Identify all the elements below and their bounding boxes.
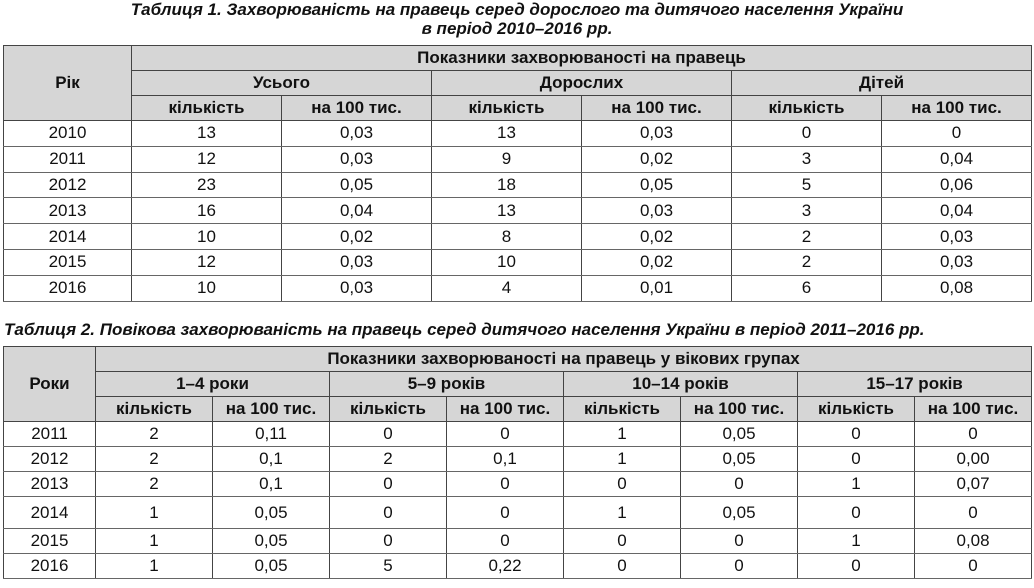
table-row [4,497,1032,529]
table-cell: 0,03 [882,249,1032,275]
table-row [4,422,1032,447]
table-cell: 0,1 [213,472,330,497]
table-cell: 0,03 [582,121,732,147]
row-year-cell: 2013 [4,198,132,224]
table-cell: 0,22 [447,554,564,579]
table-cell: 0,05 [582,172,732,198]
table-cell: 0,00 [915,447,1032,472]
table-cell: 1 [564,422,681,447]
table2-group-15-17: 15–17 років [798,372,1032,397]
table-cell: 0,02 [582,249,732,275]
table-cell: 0 [564,472,681,497]
table1-subheader: кількість [732,96,882,121]
table-cell: 3 [732,146,882,172]
table-row [4,198,1032,224]
table-row [4,172,1032,198]
table-cell: 1 [564,447,681,472]
table-cell: 0 [330,422,447,447]
table-cell: 12 [132,249,282,275]
table-cell: 0 [681,554,798,579]
table-cell: 10 [132,224,282,250]
table-cell: 0,08 [882,275,1032,301]
table-cell: 2 [96,422,213,447]
table-cell: 0,05 [213,554,330,579]
table-cell: 0 [915,422,1032,447]
row-year-cell: 2016 [4,554,96,579]
table-row [4,529,1032,554]
table-cell: 0 [681,472,798,497]
table-cell: 5 [330,554,447,579]
table1-caption-line2: в період 2010–2016 рр. [421,19,613,38]
table-cell: 0,05 [213,497,330,529]
table1-caption-line1: Таблиця 1. Захворюваність на правець серед дорослого та дитячого населення України [130,0,904,19]
table-cell: 0 [798,497,915,529]
table-row [4,275,1032,301]
table-cell: 3 [732,198,882,224]
table-cell: 0,03 [282,121,432,147]
table-cell: 0,06 [882,172,1032,198]
table-cell: 6 [732,275,882,301]
table2-group-5-9: 5–9 років [330,372,564,397]
table-cell: 1 [96,497,213,529]
table-cell: 0 [330,472,447,497]
table-cell: 0 [915,554,1032,579]
table-cell: 1 [96,529,213,554]
row-year-cell: 2012 [4,172,132,198]
table2-subheader: на 100 тис. [681,397,798,422]
table-cell: 0,02 [582,146,732,172]
table-cell: 0 [564,554,681,579]
table-row [4,249,1032,275]
table-cell: 0 [564,529,681,554]
table1-subheader: кількість [132,96,282,121]
table1 [3,45,1032,302]
table-cell: 1 [798,472,915,497]
table-cell: 0 [330,497,447,529]
table-cell: 0,03 [582,198,732,224]
table-cell: 0,05 [681,422,798,447]
table2-subheader: на 100 тис. [447,397,564,422]
table2-group-10-14: 10–14 років [564,372,798,397]
table-cell: 0 [330,529,447,554]
table-cell: 0 [447,529,564,554]
table-cell: 0,04 [282,198,432,224]
table2-subheader: кількість [564,397,681,422]
table-cell: 18 [432,172,582,198]
table-row [4,224,1032,250]
table2 [3,346,1032,579]
table-cell: 0,05 [282,172,432,198]
table-cell: 0 [447,422,564,447]
table-cell: 0,03 [282,249,432,275]
table-cell: 0,1 [213,447,330,472]
table-cell: 8 [432,224,582,250]
table-cell: 0 [798,554,915,579]
table1-group-header: Показники захворюваності на правець [132,46,1032,71]
table-cell: 2 [96,472,213,497]
table-cell: 2 [96,447,213,472]
table-cell: 0 [447,497,564,529]
table-cell: 0 [447,472,564,497]
table1-group-total: Усього [132,71,432,96]
table-cell: 0,04 [882,146,1032,172]
row-year-cell: 2013 [4,472,96,497]
table-cell: 12 [132,146,282,172]
table-cell: 0 [681,529,798,554]
table-cell: 4 [432,275,582,301]
table-row [4,447,1032,472]
table-cell: 0,05 [681,497,798,529]
table-cell: 0,03 [282,275,432,301]
table1-body [4,121,1032,302]
table-cell: 10 [132,275,282,301]
table-cell: 16 [132,198,282,224]
table1-group-children: Дітей [732,71,1032,96]
row-year-cell: 2014 [4,497,96,529]
table-cell: 0,03 [882,224,1032,250]
table-cell: 9 [432,146,582,172]
table-cell: 0,03 [282,146,432,172]
table-cell: 13 [432,198,582,224]
row-year-cell: 2011 [4,422,96,447]
table-cell: 0,08 [915,529,1032,554]
table2-subheader: на 100 тис. [213,397,330,422]
table-row [4,554,1032,579]
table-row [4,121,1032,147]
table2-subheader: кількість [96,397,213,422]
table-cell: 23 [132,172,282,198]
table-cell: 2 [732,224,882,250]
table1-subheader: на 100 тис. [282,96,432,121]
table1-subheader: кількість [432,96,582,121]
table2-group-1-4: 1–4 роки [96,372,330,397]
table-cell: 0 [798,422,915,447]
table-cell: 1 [798,529,915,554]
table2-group-header: Показники захворюваності на правець у вікових групах [96,347,1032,372]
table2-subheader: кількість [798,397,915,422]
table-cell: 0 [882,121,1032,147]
table-cell: 1 [564,497,681,529]
table2-year-header: Роки [4,347,96,422]
table2-subheader: кількість [330,397,447,422]
table2-subheader: на 100 тис. [915,397,1032,422]
table-cell: 0 [732,121,882,147]
table1-subheader: на 100 тис. [882,96,1032,121]
table1-caption [0,0,1034,38]
row-year-cell: 2015 [4,529,96,554]
table-cell: 13 [432,121,582,147]
row-year-cell: 2015 [4,249,132,275]
table-cell: 0,05 [213,529,330,554]
table-row [4,146,1032,172]
row-year-cell: 2012 [4,447,96,472]
row-year-cell: 2014 [4,224,132,250]
table1-group-adults: Дорослих [432,71,732,96]
table-cell: 0,11 [213,422,330,447]
table2-caption: Таблиця 2. Повікова захворюваність на правець серед дитячого населення України в період 2011–2016 рр. [4,320,925,339]
row-year-cell: 2016 [4,275,132,301]
table-cell: 0,02 [582,224,732,250]
table-cell: 13 [132,121,282,147]
row-year-cell: 2011 [4,146,132,172]
table-cell: 0,07 [915,472,1032,497]
table-cell: 0,05 [681,447,798,472]
table1-subheader: на 100 тис. [582,96,732,121]
table-cell: 0 [915,497,1032,529]
table-cell: 0,02 [282,224,432,250]
table-cell: 5 [732,172,882,198]
table-cell: 2 [732,249,882,275]
table-cell: 1 [96,554,213,579]
table-cell: 0 [798,447,915,472]
table2-body [4,422,1032,579]
table-cell: 10 [432,249,582,275]
table-cell: 0,1 [447,447,564,472]
row-year-cell: 2010 [4,121,132,147]
table1-year-header: Рік [4,46,132,121]
table-cell: 0,04 [882,198,1032,224]
table-row [4,472,1032,497]
table-cell: 0,01 [582,275,732,301]
table-cell: 2 [330,447,447,472]
